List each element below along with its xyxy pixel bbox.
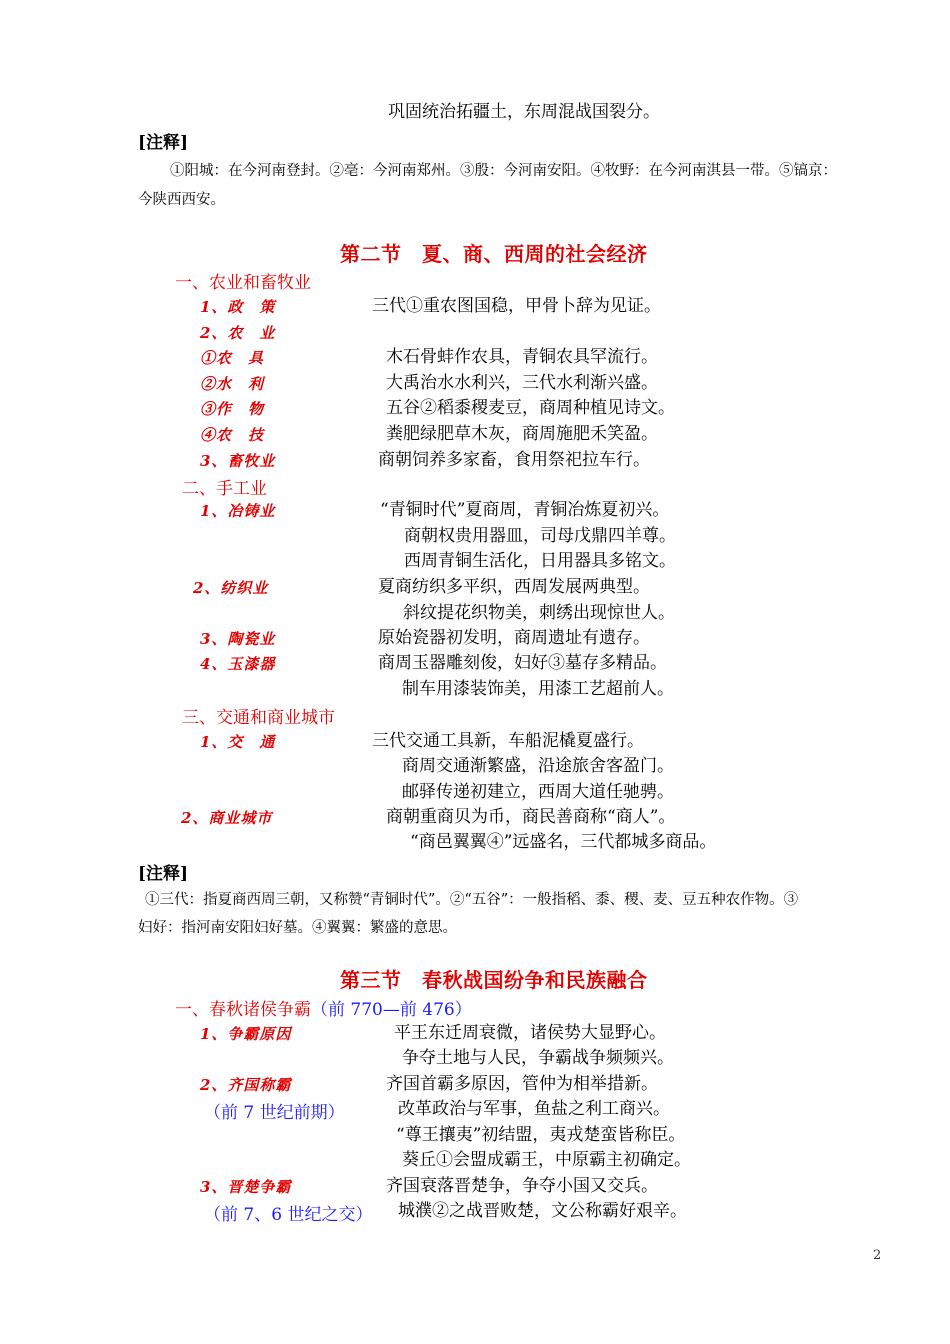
verse-line: 商周交通渐繁盛，沿途旅舍客盈门。 [402,756,674,776]
subheading: 二、手工业 [182,479,267,499]
note-line: ①三代：指夏商西周三朝，又称赞“青铜时代”。②“五谷”：一般指稻、黍、稷、麦、豆五种农作物。③ [145,892,799,908]
topic-label: 2、齐国称霸 [200,1076,292,1094]
verse-line: 斜纹提花织物美，刺绣出现惊世人。 [403,603,675,623]
note-heading: [注释] [138,864,189,884]
verse-line: 平王东迁周衰微，诸侯势大显野心。 [394,1023,666,1043]
topic-label: 1、政 策 [200,298,276,316]
verse-line: 三代①重农图国稳，甲骨卜辞为见证。 [372,296,661,316]
topic-label: 2、纺织业 [193,579,269,597]
verse-line: 商朝重商贝为币，商民善商称“商人”。 [386,807,676,827]
verse-line: 原始瓷器初发明，商周遗址有遗存。 [378,628,650,648]
topic-label: 3、陶瓷业 [200,630,276,648]
verse-line: 制车用漆装饰美，用漆工艺超前人。 [402,679,674,699]
verse-line: 商朝饲养多家畜，食用祭祀拉车行。 [378,450,650,470]
verse-line: 商朝权贵用器皿，司母戊鼎四羊尊。 [404,526,676,546]
subheading-text: 一、春秋诸侯争霸 [175,1000,311,1020]
verse-line: 西周青铜生活化，日用器具多铭文。 [404,551,676,571]
topic-label: 1、交 通 [200,733,276,751]
topic-label: 1、争霸原因 [200,1025,292,1043]
topic-label: ③作 物 [200,400,265,418]
verse-line: 齐国首霸多原因，管仲为相举措新。 [386,1074,658,1094]
verse-line: 葵丘①会盟成霸王，中原霸主初确定。 [402,1150,691,1170]
subheading: 三、交通和商业城市 [182,708,335,728]
verse-line: “尊王攘夷”初结盟，夷戎楚蛮皆称臣。 [396,1125,686,1145]
verse-line: 粪肥绿肥草木灰，商周施肥禾笑盈。 [386,424,658,444]
topic-label: 1、冶铸业 [200,502,276,520]
verse-line: 齐国衰落晋楚争，争夺小国又交兵。 [386,1176,658,1196]
section-title: 第三节 春秋战国纷争和民族融合 [340,968,648,992]
topic-label: 2、农 业 [200,324,276,342]
verse-line: 争夺土地与人民，争霸战争频频兴。 [402,1048,674,1068]
verse-line: 夏商纺织多平织，西周发展两典型。 [378,577,650,597]
verse-line: 城濮②之战晋败楚，文公称霸好艰辛。 [398,1201,687,1221]
topic-label: ④农 技 [200,426,265,444]
verse-line: “青铜时代”夏商周，青铜冶炼夏初兴。 [380,500,670,520]
topic-label: 2、商业城市 [181,809,273,827]
subheading [175,995,472,1020]
section-title: 第二节 夏、商、西周的社会经济 [340,242,648,266]
topic-label: 3、畜牧业 [200,452,276,470]
page-number: 2 [873,1248,882,1263]
topic-label: 4、玉漆器 [200,655,276,673]
topic-label: ②水 利 [200,375,265,393]
verse-line: 邮驿传递初建立，西周大道任驰骋。 [402,782,674,802]
note-line: 妇好：指河南安阳妇好墓。④翼翼：繁盛的意思。 [138,920,457,936]
verse-line: 商周玉器雕刻俊，妇好③墓存多精品。 [378,653,667,673]
subheading: 一、农业和畜牧业 [175,273,311,293]
period-text: （前 770—前 476） [311,1000,472,1020]
note-line: 今陕西西安。 [138,192,225,208]
period-text: （前 7 世纪前期） [204,1103,345,1123]
topic-label: 3、晋楚争霸 [200,1178,292,1196]
note-heading: [注释] [138,133,189,153]
verse-line: 三代交通工具新，车船泥橇夏盛行。 [372,731,644,751]
verse-line: 改革政治与军事，鱼盐之利工商兴。 [398,1099,670,1119]
period-text: （前 7、6 世纪之交） [204,1205,373,1225]
verse-line: “商邑翼翼④”远盛名，三代都城多商品。 [410,832,717,852]
verse-line: 木石骨蚌作农具，青铜农具罕流行。 [386,347,658,367]
topic-label: ①农 具 [200,349,265,367]
top-verse-line: 巩固统治拓疆土，东周混战国裂分。 [388,102,660,122]
note-line: ①阳城：在今河南登封。②亳：今河南郑州。③殷：今河南安阳。④牧野：在今河南淇县一带。⑤镐京： [170,163,837,179]
verse-line: 五谷②稻黍稷麦豆，商周种植见诗文。 [386,398,675,418]
verse-line: 大禹治水水利兴，三代水利渐兴盛。 [386,373,658,393]
